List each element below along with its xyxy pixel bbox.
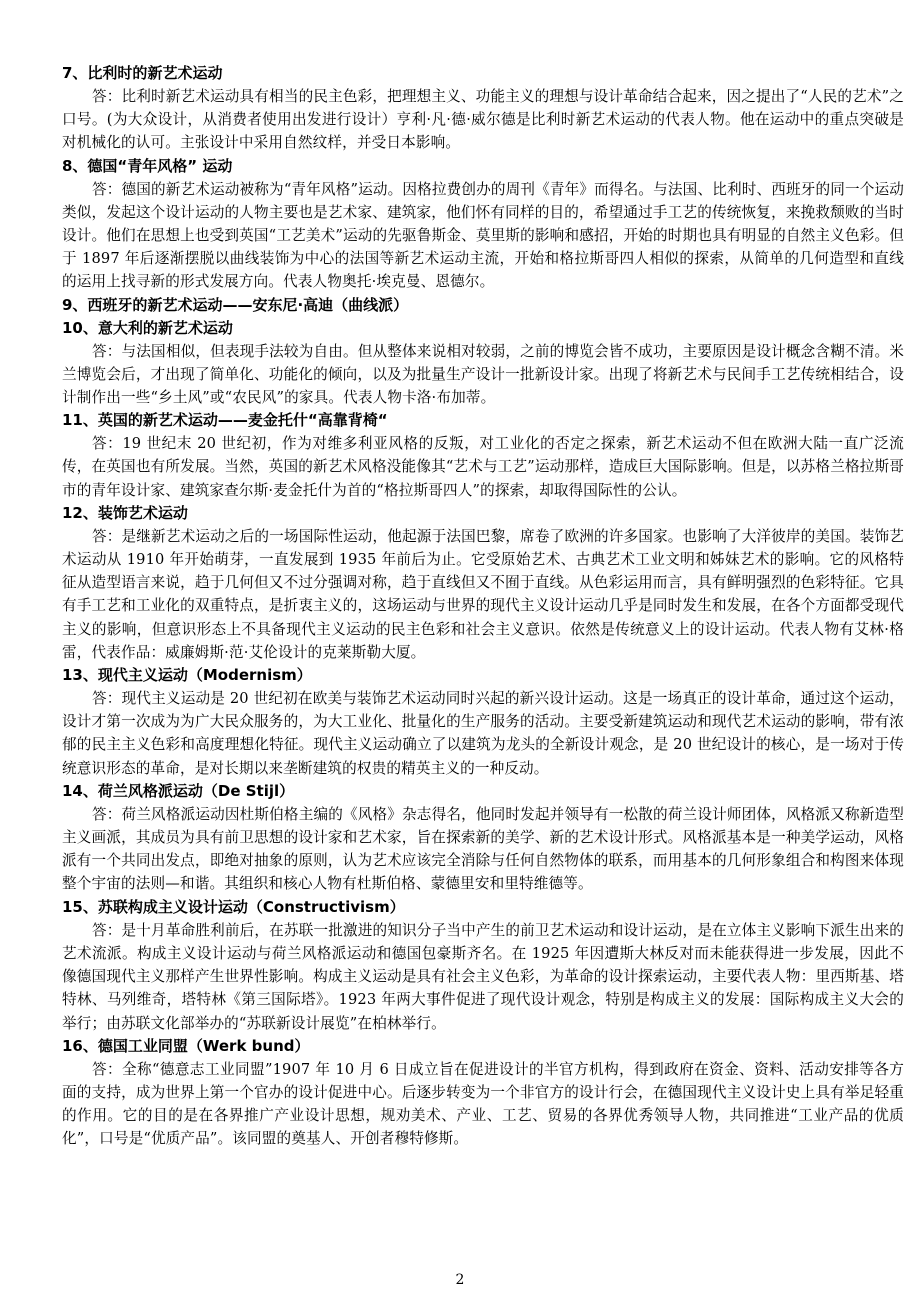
section-heading: 7、比利时的新艺术运动 — [62, 64, 223, 82]
section-9 — [62, 294, 904, 317]
page-number: 2 — [455, 1272, 465, 1288]
section-body: 答：与法国相似，但表现手法较为自由。但从整体来说相对较弱，之前的博览会皆不成功，主要原因是设计概念含糊不清。米兰博览会后，才出现了简单化、功能化的倾向，以及为批量生产设计一批新设计家。出现了将新艺术与民间手工艺传统相结合，设计制作出一些“乡土风”或“农民风”的家具。代表人物卡洛·布加蒂。 — [62, 342, 904, 407]
section-13 — [62, 664, 904, 780]
section-11 — [62, 409, 904, 502]
section-body: 答：是十月革命胜利前后，在苏联一批激进的知识分子当中产生的前卫艺术运动和设计运动，是在立体主义影响下派生出来的艺术流派。构成主义设计运动与荷兰风格派运动和德国包豪斯齐名。在 1925 年因遭斯大林反对而未能获得进一步发展，因此不像德国现代主义那样产生世界性影响。构成主义运动是具有社会主义色彩，为革命的设计探索运动，主要代表人物：里西斯基、塔特林、马列维奇，塔特林《第三国际塔》。1923 年两大事件促进了现代设计观念，特别是构成主义的发展：国际构成主义大会的举行；由苏联文化部举办的“苏联新设计展览”在柏林举行。 — [62, 921, 904, 1032]
document-page — [62, 62, 904, 1151]
section-body: 答：比利时新艺术运动具有相当的民主色彩，把理想主义、功能主义的理想与设计革命结合起来，因之提出了“人民的艺术”之口号。(为大众设计，从消费者使用出发进行设计）亨利·凡·德·威尔德是比利时新艺术运动的代表人物。他在运动中的重点突破是对机械化的认可。主张设计中采用自然纹样，并受日本影响。 — [62, 88, 904, 152]
section-14 — [62, 780, 904, 896]
section-15 — [62, 896, 904, 1035]
section-body: 答：德国的新艺术运动被称为“青年风格”运动。因格拉费创办的周刊《青年》而得名。与法国、比利时、西班牙的同一个运动类似，发起这个设计运动的人物主要也是艺术家、建筑家，他们怀有同样的目的，希望通过手工艺的传统恢复，来挽救颓败的当时设计。他们在思想上也受到英国“工艺美术”运动的先驱鲁斯金、莫里斯的影响和感招，开始的时期也具有明显的自然主义色彩。但于 1897 年后逐渐摆脱以曲线装饰为中心的法国等新艺术运动主流，开始和格拉斯哥四人相似的探索，从简单的几何造型和直线的运用上找寻新的形式发展方向。代表人物奥托·埃克曼、恩德尔。 — [62, 180, 904, 291]
section-heading: 10、意大利的新艺术运动 — [62, 318, 233, 337]
section-body: 答：全称“德意志工业同盟”1907 年 10 月 6 日成立旨在促进设计的半官方机构，得到政府在资金、资料、活动安排等各方面的支持，成为世界上第一个官办的设计促进中心。后逐步转变为一个非官方的设计行会，在德国现代主义设计史上具有举足轻重的作用。它的目的是在各界推广产业设计思想，规劝美术、产业、工艺、贸易的各界优秀领导人物，共同推进“工业产品的优质化”，口号是“优质产品”。该同盟的奠基人、开创者穆特修斯。 — [62, 1060, 904, 1148]
section-body: 答：荷兰风格派运动因杜斯伯格主编的《风格》杂志得名，他同时发起并领导有一松散的荷兰设计师团体，风格派又称新造型主义画派，其成员为具有前卫思想的设计家和艺术家，旨在探索新的美学、新的艺术设计形式。风格派基本是一种美学运动，风格派有一个共同出发点，即绝对抽象的原则，认为艺术应该完全消除与任何自然物体的联系，而用基本的几何形象组合和构图来体现整个宇宙的法则—和谐。其组织和核心人物有杜斯伯格、蒙德里安和里特维德等。 — [62, 805, 904, 893]
section-heading: 9、西班牙的新艺术运动——安东尼·高迪（曲线派） — [62, 295, 409, 314]
section-8 — [62, 155, 904, 294]
section-body: 答：现代主义运动是 20 世纪初在欧美与装饰艺术运动同时兴起的新兴设计运动。这是一场真正的设计革命，通过这个运动，设计才第一次成为为广大民众服务的，为大工业化、批量化的生产服务的活动。主要受新建筑运动和现代艺术运动的影响，带有浓郁的民主主义色彩和高度理想化特征。现代主义运动确立了以建筑为龙头的全新设计观念，是 20 世纪设计的核心，是一场对于传统意识形态的革命，是对长期以来垄断建筑的权贵的精英主义的一种反动。 — [62, 690, 904, 777]
section-7 — [62, 62, 904, 155]
section-heading: 12、装饰艺术运动 — [62, 503, 188, 522]
section-heading: 16、德国工业同盟（Werk bund） — [62, 1036, 310, 1055]
section-12 — [62, 502, 904, 664]
section-body: 答：是继新艺术运动之后的一场国际性运动，他起源于法国巴黎，席卷了欧洲的许多国家。也影响了大洋彼岸的美国。装饰艺术运动从 1910 年开始萌芽，一直发展到 1935 年前后为止。它受原始艺术、古典艺术工业文明和姊妹艺术的影响。它的风格特征从造型语言来说，趋于几何但又不过分强调对称，趋于直线但又不囿于直线。从色彩运用而言，具有鲜明强烈的色彩特征。它具有手工艺和工业化的双重特点，是折衷主义的，这场运动与世界的现代主义设计运动几乎是同时发生和发展，在各个方面都受现代主义的影响，但意识形态上不具备现代主义运动的民主色彩和社会主义意识。依然是传统意义上的设计运动。代表人物有艾林·格雷，代表作品：威廉姆斯·范·艾伦设计的克莱斯勒大厦。 — [62, 527, 904, 661]
section-10 — [62, 317, 904, 410]
section-body: 答：19 世纪末 20 世纪初，作为对维多利亚风格的反叛，对工业化的否定之探索，新艺术运动不但在欧洲大陆一直广泛流传，在英国也有所发展。当然，英国的新艺术风格没能像其“艺术与工艺”运动那样，造成巨大国际影响。但是，以苏格兰格拉斯哥市的青年设计家、建筑家查尔斯·麦金托什为首的“格拉斯哥四人”的探索，却取得国际性的公认。 — [62, 435, 904, 499]
section-heading: 15、苏联构成主义设计运动（Constructivism） — [62, 897, 405, 916]
section-heading: 8、德国“青年风格” 运动 — [62, 156, 233, 175]
section-16 — [62, 1035, 904, 1151]
section-heading: 14、荷兰风格派运动（De Stijl） — [62, 781, 295, 800]
section-heading: 13、现代主义运动（Modernism） — [62, 666, 312, 685]
section-heading: 11、英国的新艺术运动——麦金托什“高靠背椅“ — [62, 411, 388, 430]
